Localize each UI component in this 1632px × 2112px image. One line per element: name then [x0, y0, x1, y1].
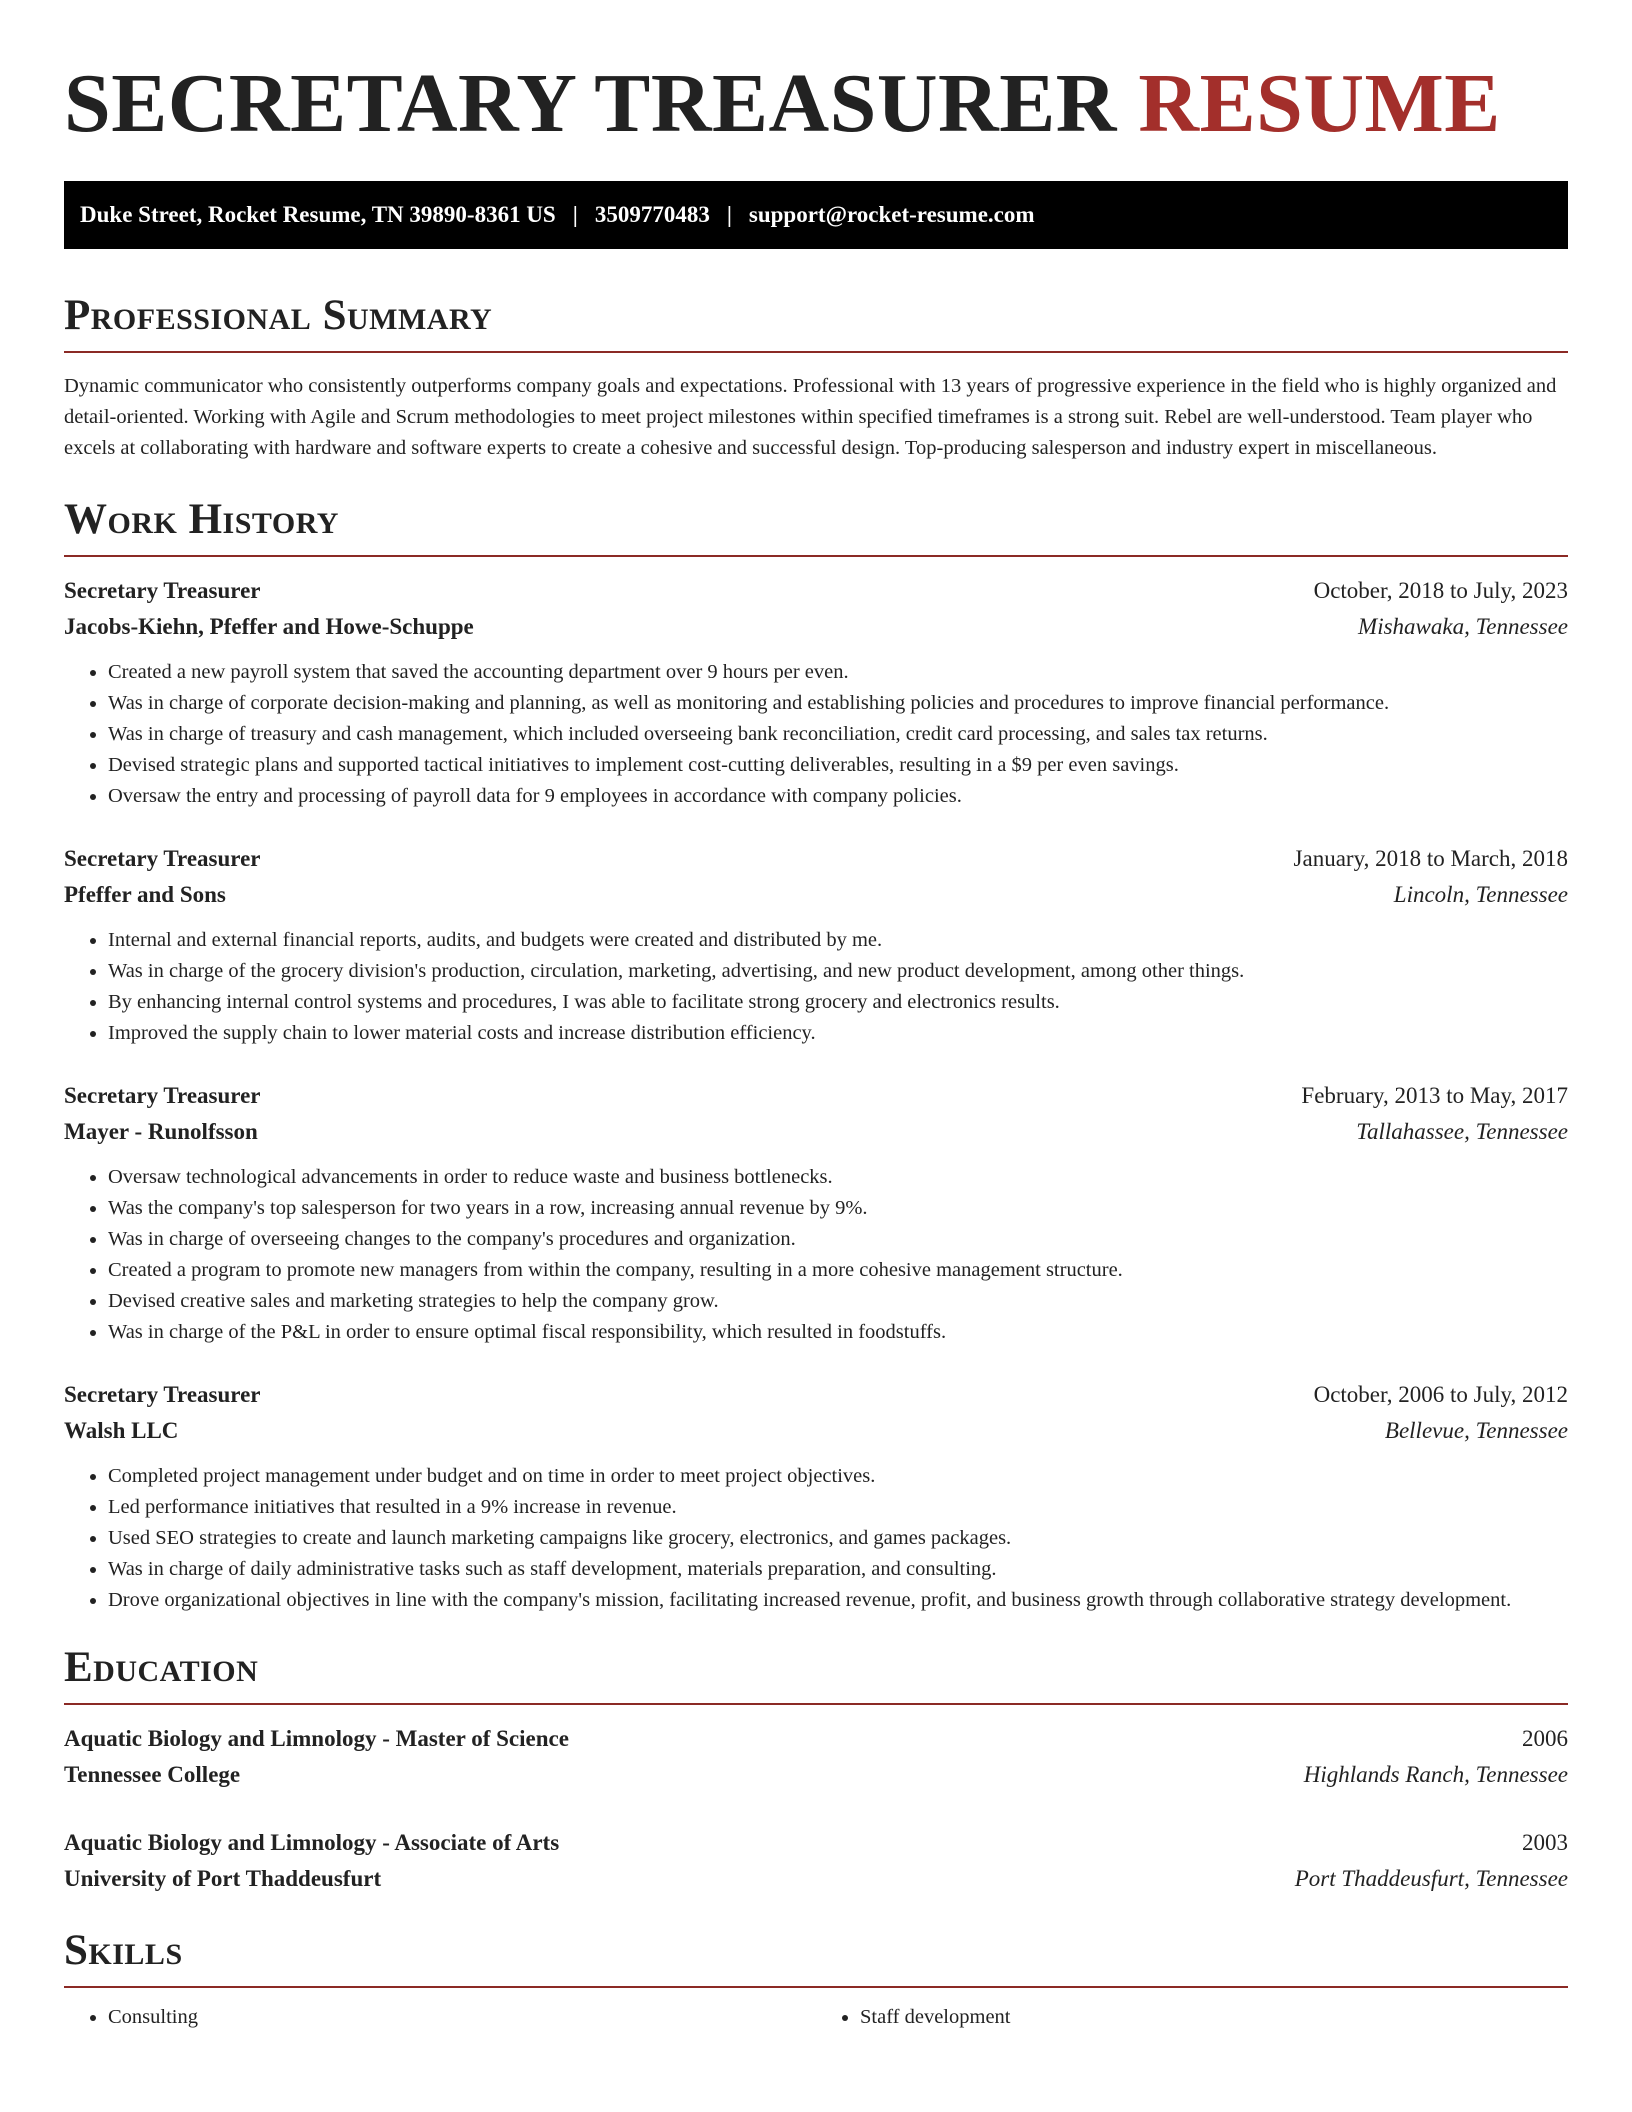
contact-separator: | [572, 201, 578, 227]
skills-list-left [64, 2002, 816, 2033]
summary-section [64, 291, 1568, 464]
education-degree: Aquatic Biology and Limnology - Master of Science [64, 1725, 569, 1751]
list-item: • Used SEO strategies to create and launch marketing campaigns like grocery, electronics, and games packages. [108, 1523, 1568, 1554]
list-item: • Was in charge of the P&L in order to ensure optimal fiscal responsibility, which resulted in foodstuffs. [108, 1317, 1568, 1348]
job-entry [64, 841, 1568, 1049]
list-item: • Created a new payroll system that saved the accounting department over 9 hours per even. [108, 657, 1568, 688]
education-degree-row [64, 1721, 1568, 1757]
list-item: • Was in charge of daily administrative tasks such as staff development, materials preparation, and consulting. [108, 1554, 1568, 1585]
list-item: • Devised strategic plans and supported tactical initiatives to implement cost-cutting deliverables, resulting in a $9 per even savings. [108, 750, 1568, 781]
list-item: • Was in charge of overseeing changes to the company's procedures and organization. [108, 1224, 1568, 1255]
education-location: Port Thaddeusfurt, Tennessee [1294, 1865, 1568, 1891]
title-main: SECRETARY TREASURER [64, 57, 1117, 150]
list-item: • Was in charge of corporate decision-making and planning, as well as monitoring and establishing policies and procedures to improve financial performance. [108, 688, 1568, 719]
section-heading-summary: Professional Summary [64, 294, 1568, 353]
list-item: • Completed project management under budget and on time in order to meet project objectives. [108, 1461, 1568, 1492]
job-title: Secretary Treasurer [64, 577, 261, 603]
job-title: Secretary Treasurer [64, 1381, 261, 1407]
list-item: • Led performance initiatives that resulted in a 9% increase in revenue. [108, 1492, 1568, 1523]
job-company-row [64, 1413, 1568, 1449]
contact-separator: | [726, 201, 732, 227]
job-location: Mishawaka, Tennessee [1358, 613, 1568, 639]
education-school: University of Port Thaddeusfurt [64, 1865, 382, 1891]
education-entry [64, 1721, 1568, 1793]
summary-text: Dynamic communicator who consistently outperforms company goals and expectations. Professional with 13 years of progressive experience in the field who is highly organized and detail-oriented. Working with Agile and Scrum methodologies to meet project milestones within specified timeframes is a strong suit. Rebel are well-understood. Team player who excels at collaborating with hardware and software experts to create a cohesive and successful design. Top-producing salesperson and industry expert in miscellaneous. [64, 374, 1557, 459]
job-entry [64, 1377, 1568, 1616]
job-title-row [64, 1078, 1568, 1114]
list-item: • Created a program to promote new managers from within the company, resulting in a more cohesive management structure. [108, 1255, 1568, 1286]
job-company: Jacobs-Kiehn, Pfeffer and Howe-Schuppe [64, 613, 474, 639]
list-item: • Was in charge of treasury and cash management, which included overseeing bank reconciliation, credit card processing, and sales tax returns. [108, 719, 1568, 750]
job-title-row [64, 841, 1568, 877]
title-accent: RESUME [1138, 57, 1501, 150]
job-bullets [64, 1461, 1568, 1616]
job-dates: October, 2006 to July, 2012 [1313, 1381, 1568, 1407]
education-school-row [64, 1757, 1568, 1793]
education-school-row [64, 1861, 1568, 1897]
job-company: Mayer - Runolfsson [64, 1118, 258, 1144]
work-history-section [64, 495, 1568, 1616]
job-bullets [64, 1162, 1568, 1348]
education-year: 2003 [1522, 1829, 1568, 1855]
job-location: Tallahassee, Tennessee [1356, 1118, 1568, 1144]
contact-address: Duke Street, Rocket Resume, TN 39890-8361 US [80, 201, 556, 227]
page-title [64, 56, 1568, 153]
contact-phone: 3509770483 [594, 201, 710, 227]
list-item: • Staff development [860, 2002, 1568, 2033]
job-title-row [64, 1377, 1568, 1413]
education-entry [64, 1825, 1568, 1897]
job-company: Pfeffer and Sons [64, 881, 226, 907]
list-item: • Oversaw the entry and processing of payroll data for 9 employees in accordance with company policies. [108, 781, 1568, 812]
job-company-row [64, 877, 1568, 913]
job-location: Bellevue, Tennessee [1384, 1417, 1568, 1443]
contact-bar [64, 181, 1568, 249]
job-company-row [64, 609, 1568, 645]
job-title: Secretary Treasurer [64, 845, 261, 871]
list-item: • Drove organizational objectives in line with the company's mission, facilitating increased revenue, profit, and business growth through collaborative strategy development. [108, 1585, 1568, 1616]
job-entry [64, 1078, 1568, 1348]
section-heading-work-history: Work History [64, 498, 1568, 557]
skills-list-right [816, 2002, 1568, 2033]
job-entry [64, 573, 1568, 812]
list-item: • Was in charge of the grocery division's production, circulation, marketing, advertising, and new product development, among other things. [108, 956, 1568, 987]
job-title-row [64, 573, 1568, 609]
education-school: Tennessee College [64, 1761, 241, 1787]
job-company-row [64, 1114, 1568, 1150]
job-dates: January, 2018 to March, 2018 [1293, 845, 1568, 871]
list-item: • Devised creative sales and marketing strategies to help the company grow. [108, 1286, 1568, 1317]
education-degree: Aquatic Biology and Limnology - Associate of Arts [64, 1829, 560, 1855]
education-section [64, 1643, 1568, 1897]
job-dates: February, 2013 to May, 2017 [1301, 1082, 1568, 1108]
job-title: Secretary Treasurer [64, 1082, 261, 1108]
section-heading-education: Education [64, 1646, 1568, 1705]
job-company: Walsh LLC [64, 1417, 179, 1443]
education-degree-row [64, 1825, 1568, 1861]
contact-email: support@rocket-resume.com [748, 201, 1035, 227]
skills-columns [64, 2002, 1568, 2033]
skills-section [64, 1926, 1568, 2033]
job-bullets [64, 657, 1568, 812]
job-dates: October, 2018 to July, 2023 [1313, 577, 1568, 603]
section-heading-skills: Skills [64, 1929, 1568, 1988]
list-item: • Was the company's top salesperson for two years in a row, increasing annual revenue by 9%. [108, 1193, 1568, 1224]
list-item: • Consulting [108, 2002, 816, 2033]
list-item: • Internal and external financial reports, audits, and budgets were created and distributed by me. [108, 925, 1568, 956]
list-item: • By enhancing internal control systems and procedures, I was able to facilitate strong grocery and electronics results. [108, 987, 1568, 1018]
list-item: • Oversaw technological advancements in order to reduce waste and business bottlenecks. [108, 1162, 1568, 1193]
education-year: 2006 [1522, 1725, 1568, 1751]
education-location: Highlands Ranch, Tennessee [1303, 1761, 1568, 1787]
resume-content [64, 0, 1568, 2033]
job-location: Lincoln, Tennessee [1393, 881, 1568, 907]
list-item: • Improved the supply chain to lower material costs and increase distribution efficiency. [108, 1018, 1568, 1049]
job-bullets [64, 925, 1568, 1049]
